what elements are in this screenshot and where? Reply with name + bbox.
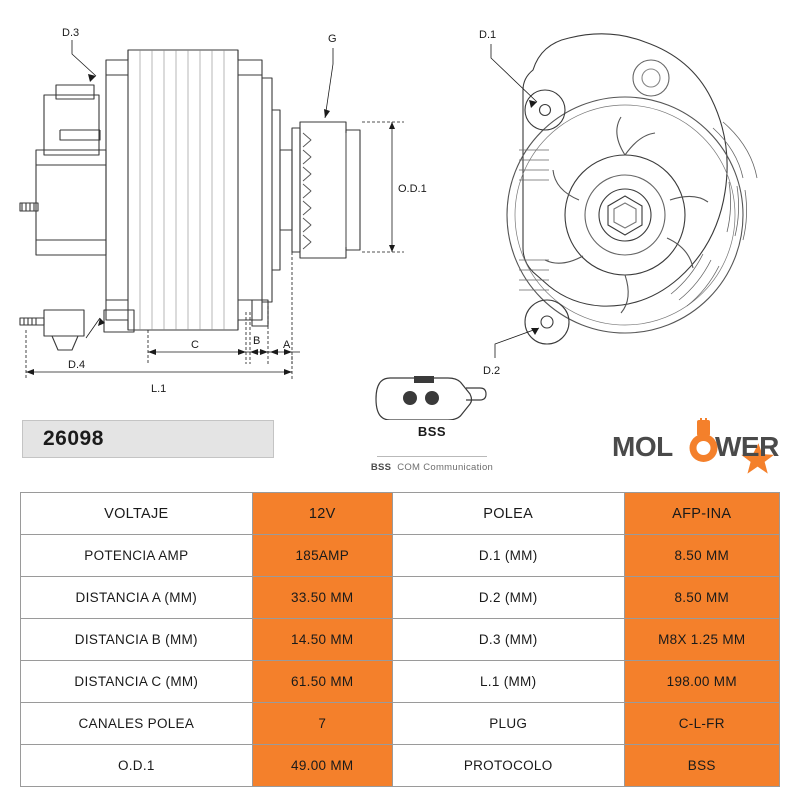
svg-text:O.D.1: O.D.1 xyxy=(398,183,427,195)
spec-label2: PLUG xyxy=(392,703,624,745)
connector-icon xyxy=(370,368,494,420)
spec-value: 14.50 MM xyxy=(252,619,392,661)
part-number: 26098 xyxy=(43,427,104,450)
spec-label2: D.1 (MM) xyxy=(392,535,624,577)
spec-value: 33.50 MM xyxy=(252,577,392,619)
svg-text:D.4: D.4 xyxy=(68,359,86,371)
svg-text:D.1: D.1 xyxy=(479,29,497,41)
connector-brand-name: BSS xyxy=(370,462,392,473)
svg-text:WER: WER xyxy=(715,431,779,462)
connector-brand-suffix: COM Communication xyxy=(397,462,494,473)
alternator-side-view-drawing xyxy=(0,0,470,410)
spec-value2: 8.50 MM xyxy=(624,577,779,619)
spec-label2: D.3 (MM) xyxy=(392,619,624,661)
spec-value: 61.50 MM xyxy=(252,661,392,703)
table-row xyxy=(21,661,780,703)
spec-value2: AFP-INA xyxy=(624,493,779,535)
spec-label2: L.1 (MM) xyxy=(392,661,624,703)
brand-logo xyxy=(612,418,788,480)
spec-value: 7 xyxy=(252,703,392,745)
spec-value2: 198.00 MM xyxy=(624,661,779,703)
spec-label: VOLTAJE xyxy=(21,493,253,535)
table-row xyxy=(21,619,780,661)
table-row xyxy=(21,577,780,619)
spec-value2: M8X 1.25 MM xyxy=(624,619,779,661)
spec-value2: BSS xyxy=(624,745,779,787)
spec-label: CANALES POLEA xyxy=(21,703,253,745)
spec-value2: 8.50 MM xyxy=(624,535,779,577)
logo-text: MOL xyxy=(612,431,673,462)
spec-label: POTENCIA AMP xyxy=(21,535,253,577)
spec-value: 49.00 MM xyxy=(252,745,392,787)
svg-text:B: B xyxy=(253,335,261,347)
svg-text:A: A xyxy=(283,339,291,351)
svg-text:L.1: L.1 xyxy=(151,383,167,395)
table-row xyxy=(21,703,780,745)
spec-value2: C-L-FR xyxy=(624,703,779,745)
svg-text:D.3: D.3 xyxy=(62,27,80,39)
table-row xyxy=(21,493,780,535)
spec-label: DISTANCIA B (MM) xyxy=(21,619,253,661)
connector-label: BSS xyxy=(417,424,447,439)
part-number-box xyxy=(22,420,274,458)
connector-block xyxy=(352,368,512,478)
spec-value: 185AMP xyxy=(252,535,392,577)
spec-label: DISTANCIA A (MM) xyxy=(21,577,253,619)
spec-label2: POLEA xyxy=(392,493,624,535)
specification-table xyxy=(20,492,780,787)
divider xyxy=(377,456,487,457)
spec-label: O.D.1 xyxy=(21,745,253,787)
connector-brand xyxy=(352,456,512,473)
svg-text:C: C xyxy=(191,339,199,351)
svg-text:D.2: D.2 xyxy=(483,365,501,377)
spec-label2: D.2 (MM) xyxy=(392,577,624,619)
spec-label: DISTANCIA C (MM) xyxy=(21,661,253,703)
alternator-front-view-drawing xyxy=(455,10,800,410)
spec-value: 12V xyxy=(252,493,392,535)
table-row xyxy=(21,745,780,787)
svg-text:G: G xyxy=(328,33,337,45)
spec-label2: PROTOCOLO xyxy=(392,745,624,787)
table-row xyxy=(21,535,780,577)
